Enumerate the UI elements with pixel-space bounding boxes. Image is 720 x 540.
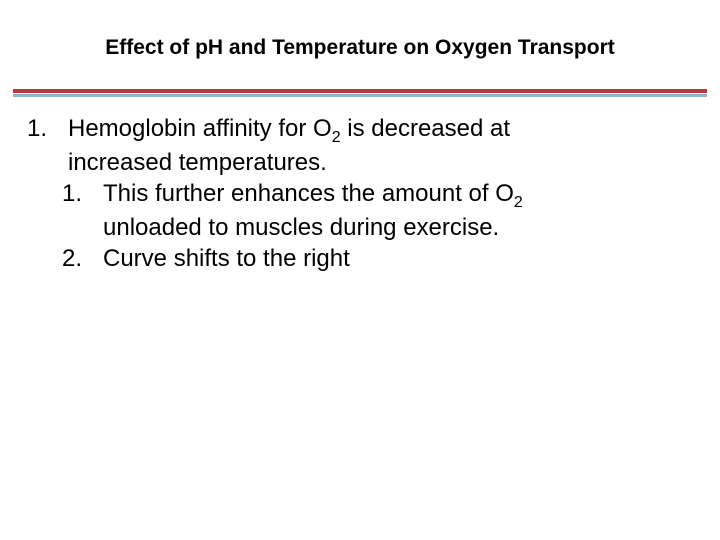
list-number: 2.: [62, 245, 83, 272]
subscript: 2: [513, 194, 523, 211]
list-item-line: Curve shifts to the right: [103, 245, 350, 272]
list-item: [0, 243, 700, 274]
list-item-text: Hemoglobin affinity for O: [68, 115, 332, 142]
list-item-text: is decreased at: [340, 115, 511, 142]
list-number: 1.: [27, 115, 48, 142]
list-item: [0, 113, 700, 178]
list-item-line: [68, 113, 700, 147]
list-item-line: [103, 178, 700, 212]
list-item-line: increased temperatures.: [68, 149, 327, 176]
subscript: 2: [331, 129, 341, 146]
slide-title: Effect of pH and Temperature on Oxygen Transport: [105, 36, 615, 59]
list-item-text: This further enhances the amount of O: [103, 180, 514, 207]
bullet-list: [0, 113, 700, 274]
list-item-line: unloaded to muscles during exercise.: [103, 214, 500, 241]
list-item: [0, 178, 700, 243]
title-underline-blue: [13, 94, 707, 97]
list-number: 1.: [62, 180, 83, 207]
title-underline-red: [13, 89, 707, 93]
